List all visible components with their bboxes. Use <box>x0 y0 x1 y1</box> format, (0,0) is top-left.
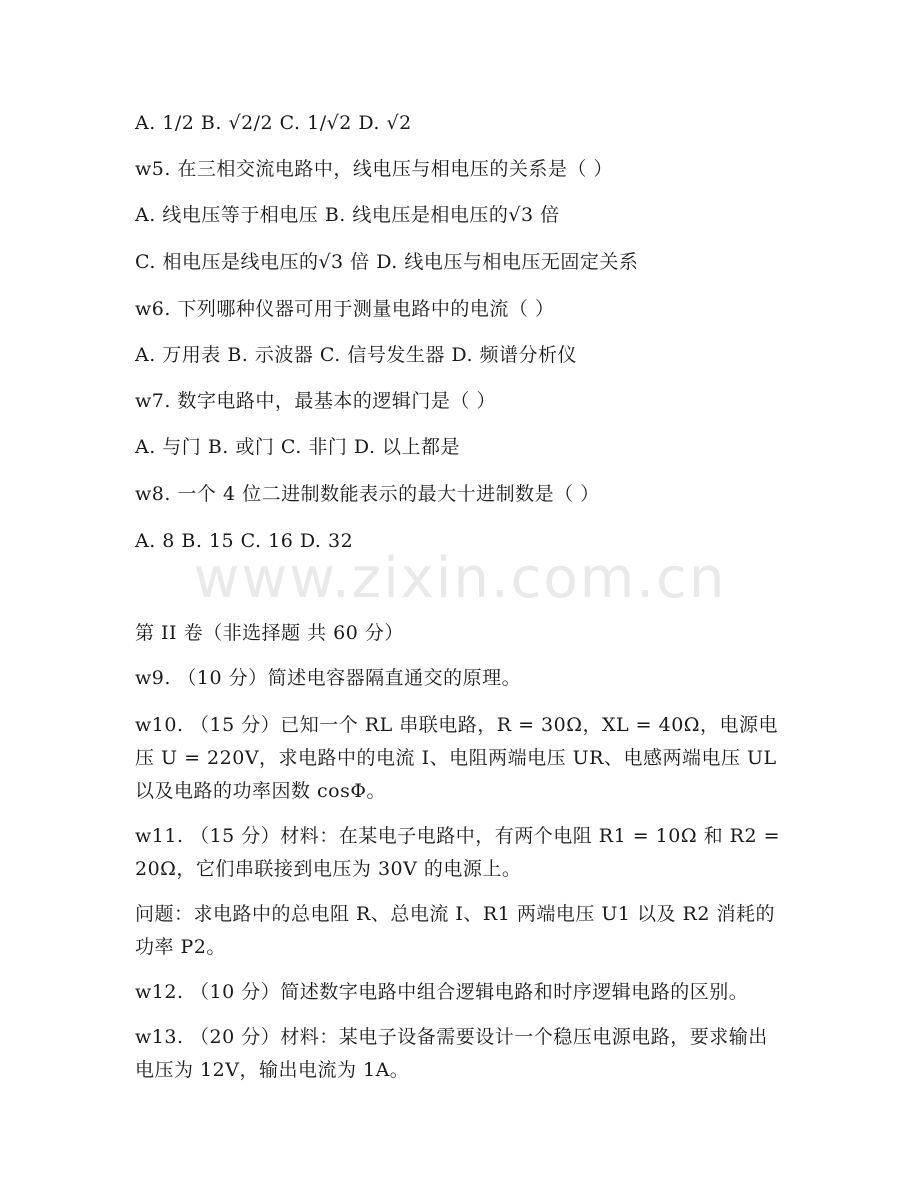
q11-text: w11. （15 分）材料：在某电子电路中，有两个电阻 R1 = 10Ω 和 R2 = 20Ω，它们串联接到电压为 30V 的电源上。 <box>135 825 781 880</box>
q7-options: A. 与门 B. 或门 C. 非门 D. 以上都是 <box>135 436 461 458</box>
q8-stem: w8. 一个 4 位二进制数能表示的最大十进制数是（ ） <box>135 483 600 505</box>
q5-options-cd: C. 相电压是线电压的√3 倍 D. 线电压与相电压无固定关系 <box>135 251 639 273</box>
q10-text: w10. （15 分）已知一个 RL 串联电路，R = 30Ω，XL = 40Ω，电源电压 U = 220V，求电路中的电流 I、电阻两端电压 UR、电感两端电压 UL 以及电路的功率因数 cosΦ。 <box>135 714 779 802</box>
q7-stem: w7. 数字电路中，最基本的逻辑门是（ ） <box>135 390 496 412</box>
section-title: 第 II 卷（非选择题 共 60 分） <box>135 622 404 644</box>
q4-options: A. 1/2 B. √2/2 C. 1/√2 D. √2 <box>135 112 412 134</box>
q5-stem: w5. 在三相交流电路中，线电压与相电压的关系是（ ） <box>135 158 613 180</box>
q12-text: w12. （10 分）简述数字电路中组合逻辑电路和时序逻辑电路的区别。 <box>135 981 749 1003</box>
q5-options-ab: A. 线电压等于相电压 B. 线电压是相电压的√3 倍 <box>135 204 560 226</box>
q8-options: A. 8 B. 15 C. 16 D. 32 <box>135 530 354 552</box>
q6-stem: w6. 下列哪种仪器可用于测量电路中的电流（ ） <box>135 298 555 320</box>
q11-problem: 问题：求电路中的总电阻 R、总电流 I、R1 两端电压 U1 以及 R2 消耗的功率 P2。 <box>135 903 775 958</box>
q9-text: w9. （10 分）简述电容器隔直通交的原理。 <box>135 667 522 689</box>
q6-options: A. 万用表 B. 示波器 C. 信号发生器 D. 频谱分析仪 <box>135 344 578 366</box>
watermark: www.zixin.com.cn <box>193 546 727 611</box>
q13-text: w13. （20 分）材料：某电子设备需要设计一个稳压电源电路，要求输出电压为 12V，输出电流为 1A。 <box>135 1026 768 1081</box>
